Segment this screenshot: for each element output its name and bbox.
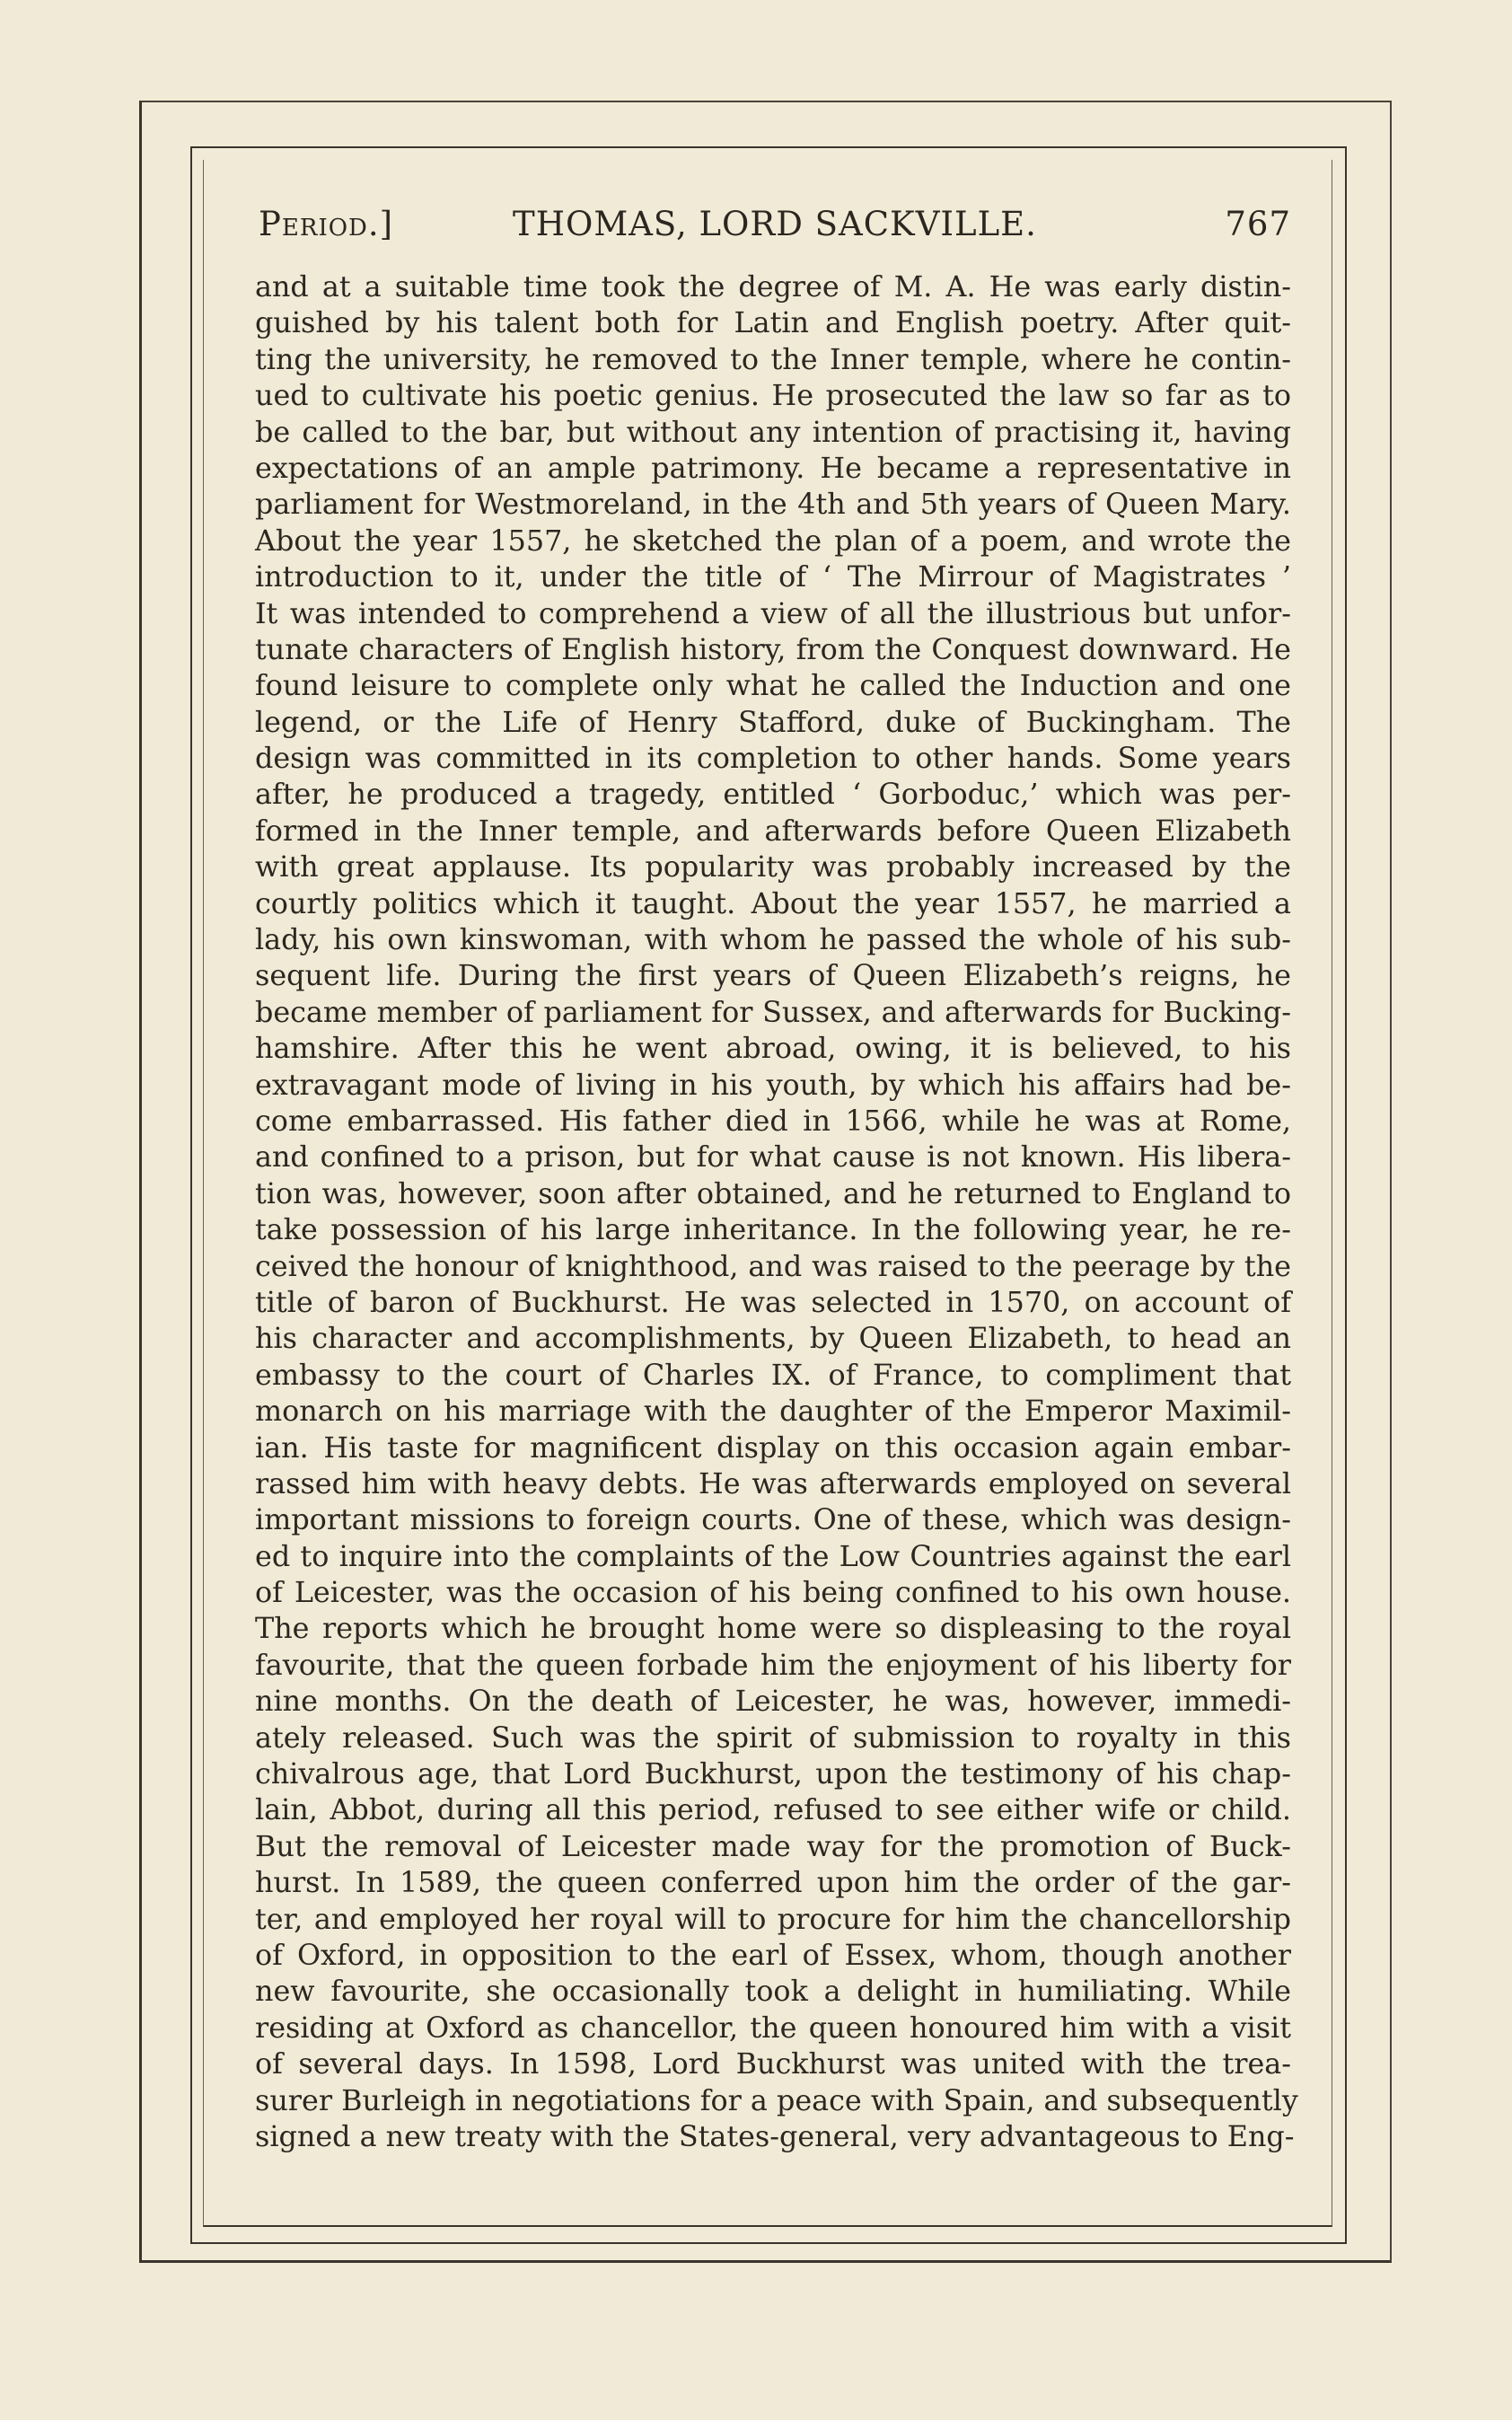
text-line: The reports which he brought home were so displeasing to the royal — [255, 1612, 1291, 1646]
text-line: ed to inquire into the complaints of the Low Countries against the earl — [255, 1539, 1291, 1573]
text-line: design was committed in its completion to other hands. Some years — [255, 742, 1291, 776]
text-line: hamshire. After this he went abroad, owing, it is believed, to his — [255, 1032, 1291, 1066]
text-line: of Leicester, was the occasion of his being confined to his own house. — [255, 1576, 1291, 1610]
text-line: legend, or the Life of Henry Stafford, duke of Buckingham. The — [255, 705, 1291, 739]
text-line: after, he produced a tragedy, entitled ‘ Gorboduc,’ which was per- — [255, 778, 1291, 812]
text-line: parliament for Westmoreland, in the 4th and 5th years of Queen Mary. — [255, 488, 1291, 522]
text-line: take possession of his large inheritance. In the following year, he re- — [255, 1213, 1291, 1247]
text-line: became member of parliament for Sussex, and afterwards for Bucking- — [255, 995, 1291, 1029]
text-line: of several days. In 1598, Lord Buckhurst was united with the trea- — [255, 2047, 1291, 2081]
text-line: extravagant mode of living in his youth, by which his affairs had be- — [255, 1068, 1291, 1102]
text-line: come embarrassed. His father died in 1566, while he was at Rome, — [255, 1104, 1291, 1138]
text-line: embassy to the court of Charles IX. of France, to compliment that — [255, 1358, 1291, 1392]
text-line: guished by his talent both for Latin and English poetry. After quit- — [255, 306, 1291, 340]
text-line: signed a new treaty with the States-general, very advantageous to Eng- — [255, 2119, 1295, 2153]
text-line: his character and accomplishments, by Queen Elizabeth, to head an — [255, 1322, 1291, 1356]
text-line: and at a suitable time took the degree of M. A. He was early distin- — [255, 270, 1291, 304]
text-line: ting the university, he removed to the Inner temple, where he contin- — [255, 342, 1291, 376]
text-line: title of baron of Buckhurst. He was selected in 1570, on account of — [255, 1285, 1291, 1319]
text-line: surer Burleigh in negotiations for a peace with Spain, and subsequently — [255, 2083, 1298, 2117]
text-line: ately released. Such was the spirit of submission to royalty in this — [255, 1720, 1291, 1755]
text-line: lady, his own kinswoman, with whom he passed the whole of his sub- — [255, 923, 1291, 957]
page-number: 767 — [1225, 205, 1291, 243]
text-line: residing at Oxford as chancellor, the queen honoured him with a visit — [255, 2011, 1291, 2045]
text-line: formed in the Inner temple, and afterwards before Queen Elizabeth — [255, 814, 1291, 848]
text-line: monarch on his marriage with the daughter of the Emperor Maximil- — [255, 1395, 1291, 1429]
text-line: nine months. On the death of Leicester, he was, however, immedi- — [255, 1685, 1291, 1719]
text-line: expectations of an ample patrimony. He became a representative in — [255, 451, 1291, 485]
text-line: About the year 1557, he sketched the plan of a poem, and wrote the — [255, 524, 1291, 558]
text-line: ter, and employed her royal will to procure for him the chancellorship — [255, 1902, 1291, 1936]
text-line: tunate characters of English history, from the Conquest downward. He — [255, 632, 1291, 666]
text-line: of Oxford, in opposition to the earl of Essex, whom, though another — [255, 1938, 1291, 1972]
body-text — [255, 269, 1298, 2155]
text-line: tion was, however, soon after obtained, and he returned to England to — [255, 1176, 1291, 1210]
text-line: favourite, that the queen forbade him the enjoyment of his liberty for — [255, 1648, 1291, 1682]
text-line: courtly politics which it taught. About the year 1557, he married a — [255, 886, 1291, 920]
text-line: lain, Abbot, during all this period, refused to see either wife or child. — [255, 1793, 1291, 1827]
header-title: THOMAS, LORD SACKVILLE. — [513, 205, 1037, 243]
text-line: important missions to foreign courts. One of these, which was design- — [255, 1503, 1291, 1537]
text-line: ian. His taste for magnificent display on this occasion again embar- — [255, 1430, 1291, 1465]
text-line: It was intended to comprehend a view of all the illustrious but unfor- — [255, 596, 1291, 630]
text-line: rassed him with heavy debts. He was afterwards employed on several — [255, 1466, 1291, 1500]
running-header — [259, 205, 1291, 259]
text-line: ued to cultivate his poetic genius. He prosecuted the law so far as to — [255, 379, 1291, 413]
text-line: ceived the honour of knighthood, and was raised to the peerage by the — [255, 1249, 1291, 1283]
text-line: But the removal of Leicester made way for the promotion of Buck- — [255, 1829, 1291, 1863]
text-line: introduction to it, under the title of ‘ The Mirrour of Magistrates ’ — [255, 560, 1291, 594]
text-line: hurst. In 1589, the queen conferred upon him the order of the gar- — [255, 1866, 1291, 1900]
text-line: chivalrous age, that Lord Buckhurst, upon the testimony of his chap- — [255, 1757, 1291, 1791]
text-line: sequent life. During the first years of Queen Elizabeth’s reigns, he — [255, 959, 1291, 993]
text-line: be called to the bar, but without any intention of practising it, having — [255, 415, 1291, 449]
text-line: new favourite, she occasionally took a delight in humiliating. While — [255, 1975, 1291, 2009]
text-line: found leisure to complete only what he called the Induction and one — [255, 669, 1291, 703]
text-line: with great applause. Its popularity was probably increased by the — [255, 850, 1291, 884]
header-section-label: Period.] — [259, 205, 394, 243]
text-line: and confined to a prison, but for what cause is not known. His libera- — [255, 1140, 1291, 1175]
